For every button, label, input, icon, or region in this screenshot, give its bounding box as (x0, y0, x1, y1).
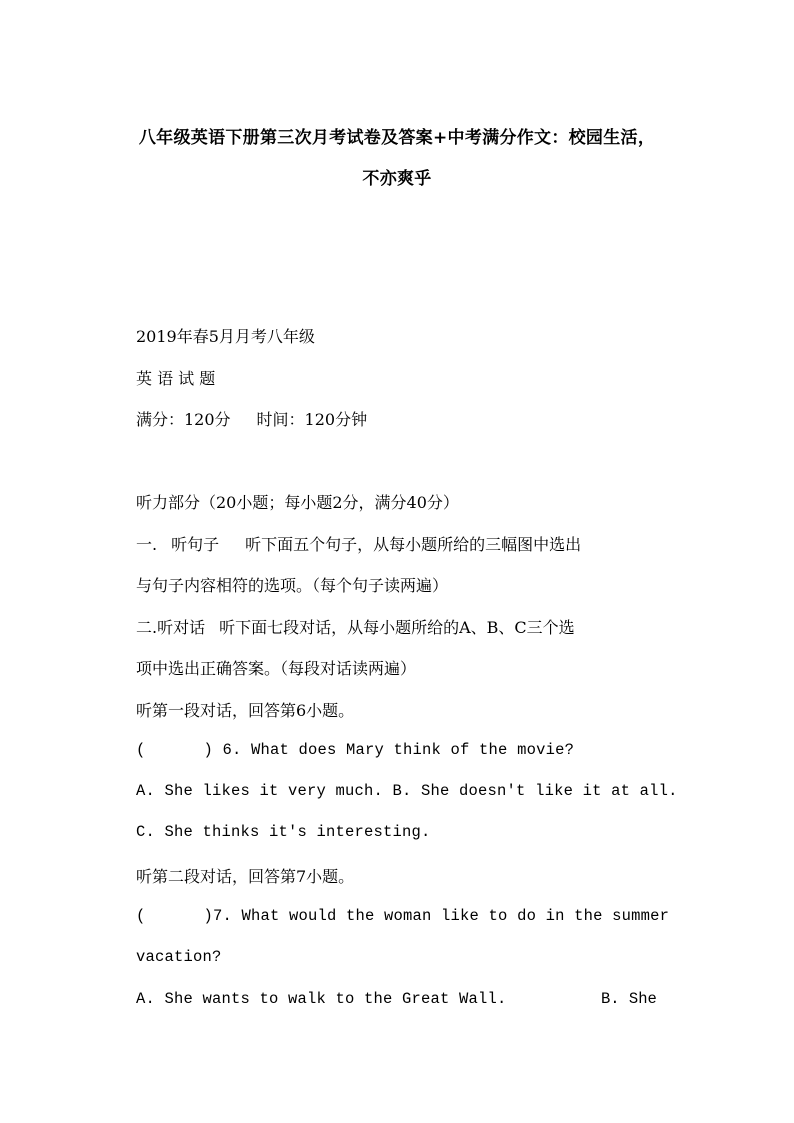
q7-text-cont: vacation? (136, 948, 222, 966)
q7-paren-open: ( (136, 907, 146, 925)
q7-option-a: A. She wants to walk to the Great Wall. (136, 990, 507, 1008)
exam-heading: 2019年春5月月考八年级 (136, 327, 315, 346)
score-time-line (136, 407, 367, 430)
q7-text: )7. What would the woman like to do in the summer (203, 907, 670, 925)
dialog1-intro: 听第一段对话，回答第6小题。 (136, 701, 355, 720)
q6-text: ) 6. What does Mary think of the movie? (203, 741, 575, 759)
exam-time: 时间：120分钟 (256, 410, 368, 429)
part2-text: 听下面七段对话，从每小题所给的A、B、C三个选 (219, 618, 575, 637)
part2-label: 二. (136, 618, 158, 637)
part1-name: 听句子 (171, 535, 220, 554)
q7-option-b-start: B. She (601, 990, 657, 1008)
document-title-line-1: 八年级英语下册第三次月考试卷及答案+中考满分作文：校园生活， (138, 128, 656, 148)
part1-text: 听下面五个句子，从每小题所给的三幅图中选出 (245, 535, 582, 554)
part1-label: 一. (136, 535, 158, 554)
part1-instruction-cont: 与句子内容相符的选项。（每个句子读两遍） (136, 576, 449, 595)
q6-options-line-2: C. She thinks it's interesting. (136, 823, 431, 841)
full-score: 满分：120分 (136, 410, 231, 429)
part1-instruction (136, 532, 581, 555)
part2-instruction-cont: 项中选出正确答案。（每段对话读两遍） (136, 659, 417, 678)
question-7 (136, 907, 669, 925)
q6-options-line-1: A. She likes it very much. B. She doesn't like it at all. (136, 782, 678, 800)
q6-paren-open: ( (136, 741, 146, 759)
part2-name: 听对话 (157, 618, 206, 637)
part2-instruction (136, 615, 575, 638)
listening-section-title: 听力部分（20小题；每小题2分，满分40分） (136, 493, 459, 512)
question-6 (136, 741, 574, 759)
dialog2-intro: 听第二段对话，回答第7小题。 (136, 867, 355, 886)
subject-heading: 英 语 试 题 (136, 369, 216, 388)
document-title-line-2: 不亦爽乎 (362, 169, 432, 189)
